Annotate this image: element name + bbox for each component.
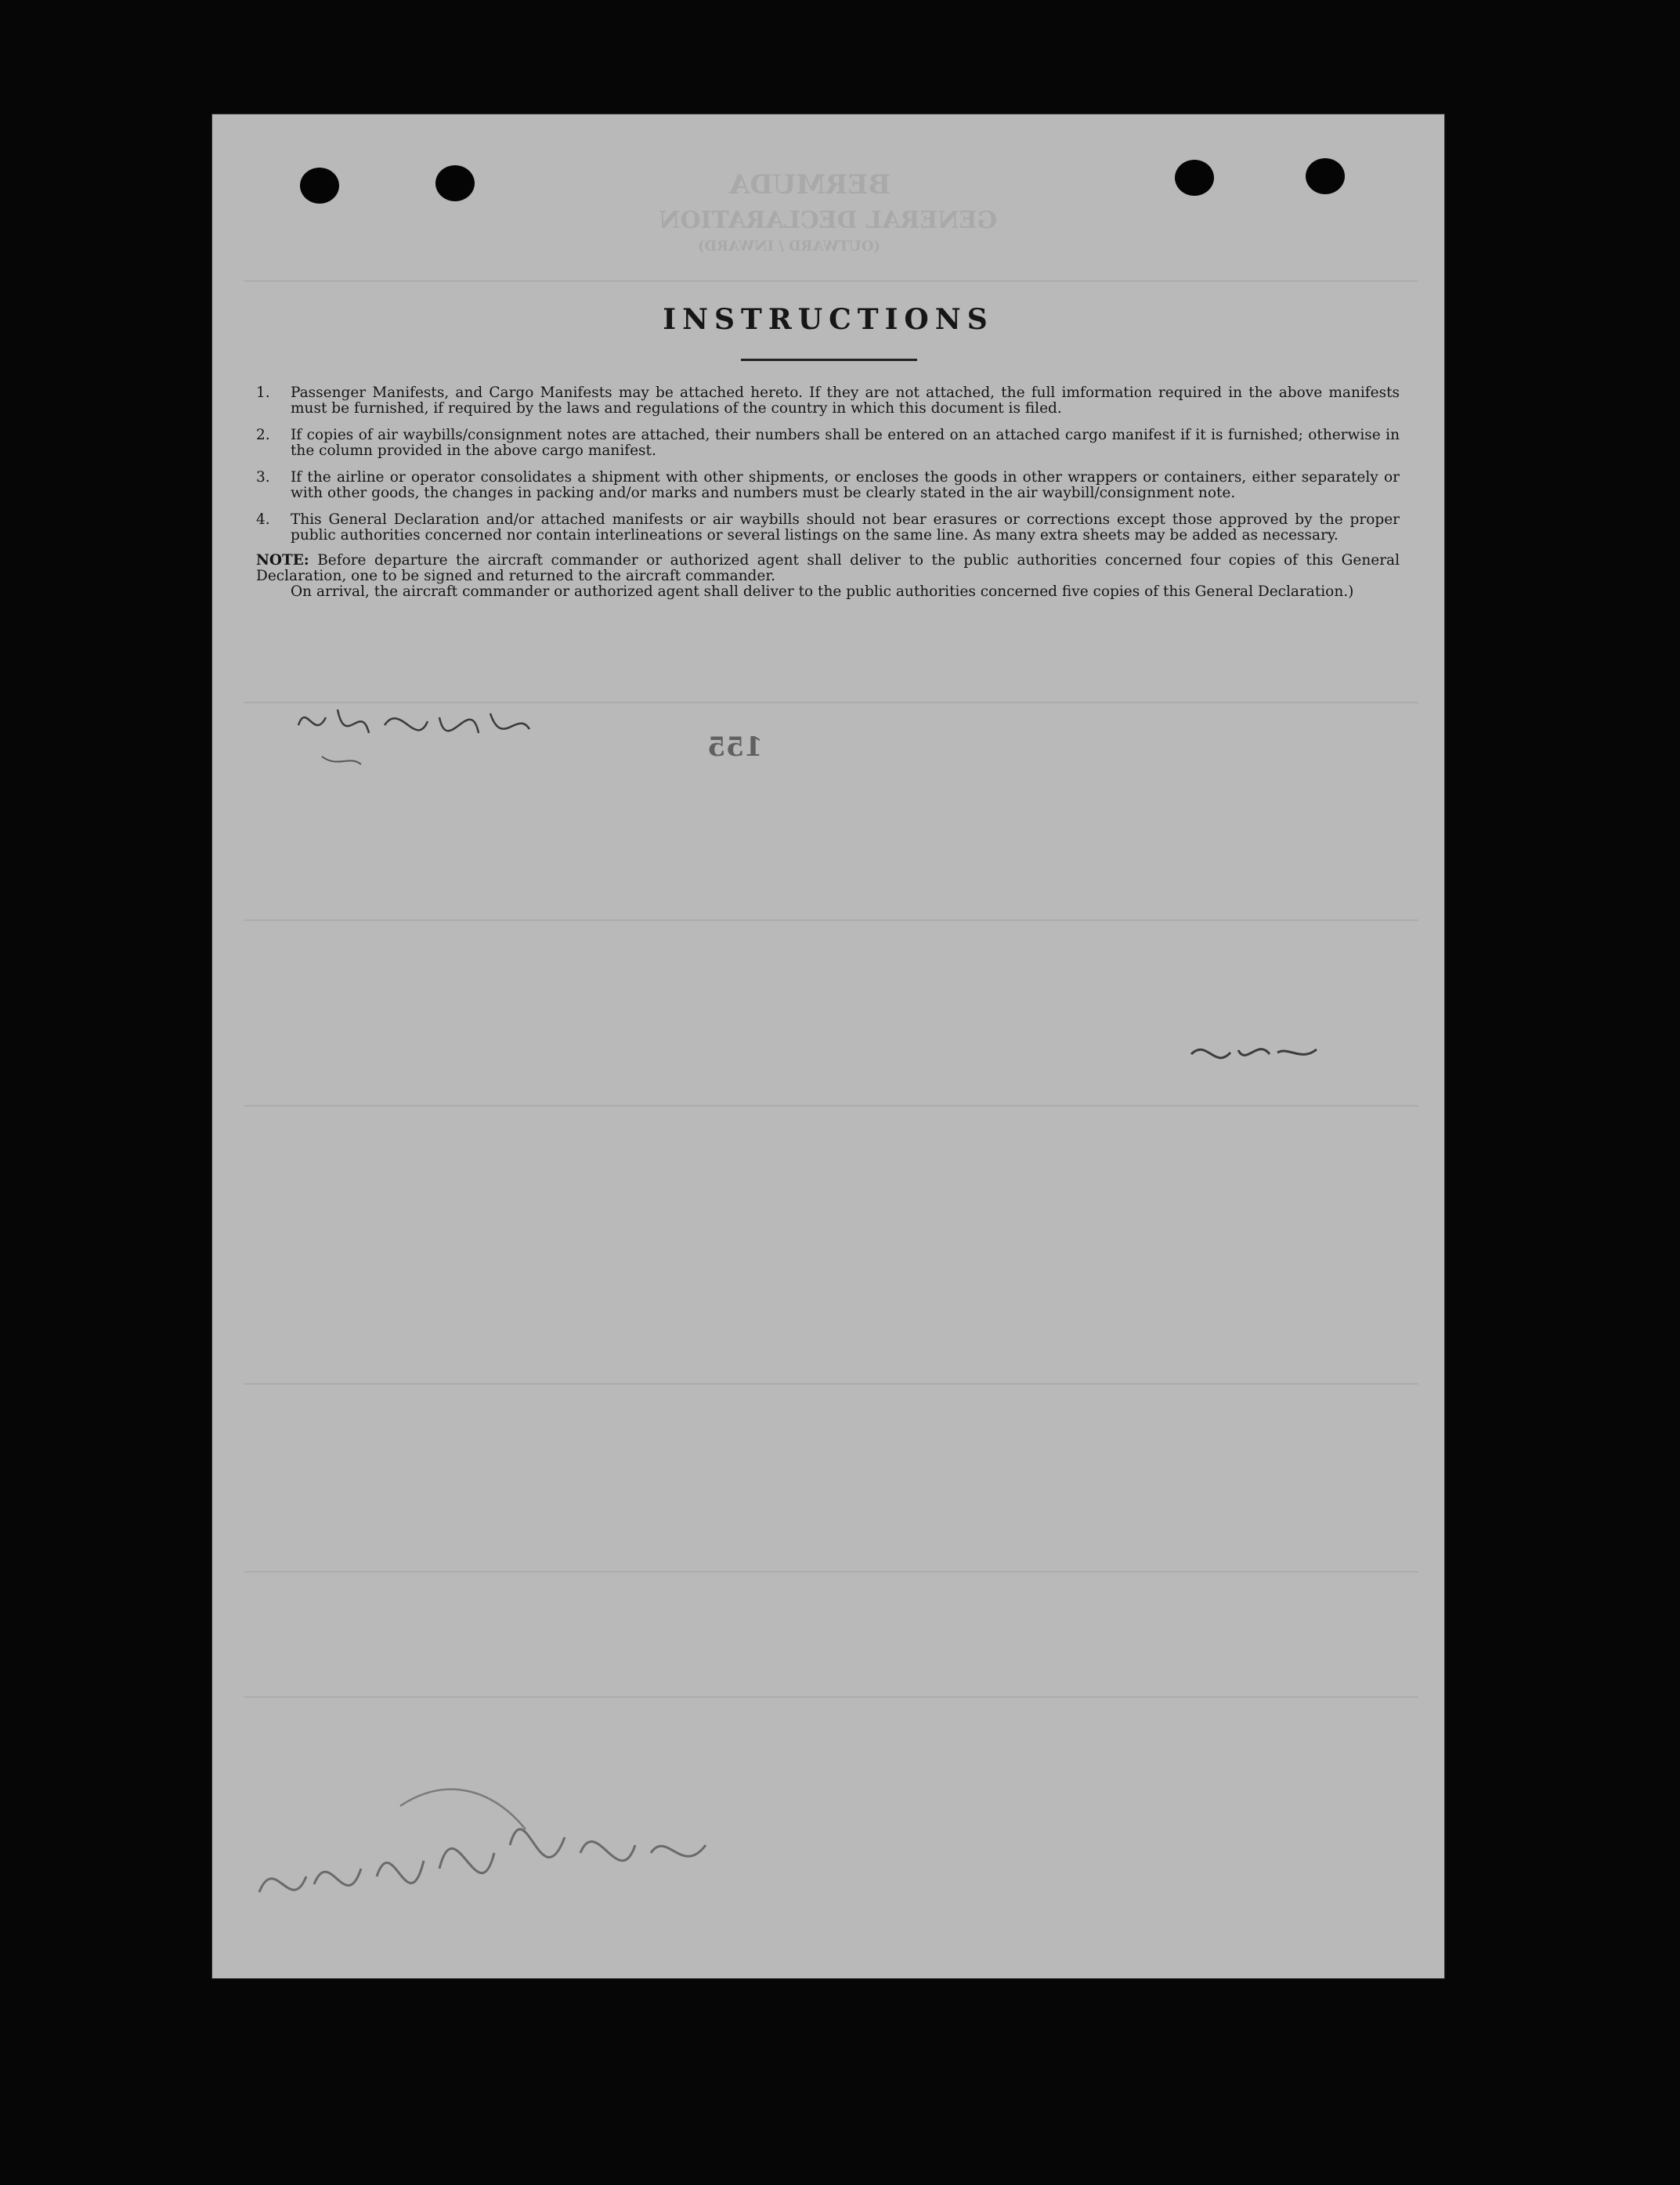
- page-title: INSTRUCTIONS: [663, 303, 994, 336]
- show-through-heading: BERMUDA: [729, 169, 891, 200]
- show-through-rule: [244, 1105, 1418, 1107]
- note-departure: [256, 553, 1400, 584]
- instructions-list: [256, 385, 1400, 600]
- punch-hole: [435, 165, 475, 201]
- note-label: NOTE:: [256, 552, 309, 569]
- show-through-rule: [244, 1383, 1418, 1385]
- handwritten-signature: [244, 1759, 729, 1947]
- instruction-text: If the airline or operator consolidates a shipment with other shipments, or encloses the goods in other wrappers or containers, either separately or with other goods, the changes in packing and/or marks and numbers must be clearly stated in the air waybill/consignment note.: [291, 469, 1400, 501]
- instruction-number: 2.: [256, 427, 270, 443]
- note-block: [256, 553, 1400, 600]
- show-through-rule: [244, 1571, 1418, 1573]
- document-page: [212, 114, 1444, 1978]
- instruction-number: 1.: [256, 385, 270, 401]
- show-through-subheading: GENERAL DECLARATION: [659, 207, 998, 234]
- show-through-caption: (OUTWARD / INWARD): [698, 238, 880, 255]
- instruction-item: [256, 428, 1400, 459]
- instruction-number: 3.: [256, 469, 270, 486]
- note-arrival-text: On arrival, the aircraft commander or authorized agent shall deliver to the public authorities concerned five copies of this General Declaration.): [291, 583, 1354, 600]
- instruction-text: Passenger Manifests, and Cargo Manifests may be attached hereto. If they are not attached, the full imformation required in the above manifests must be furnished, if required by the laws and regulations of the country in which this document is filed.: [291, 385, 1400, 417]
- show-through-rule: [244, 919, 1418, 921]
- instruction-item: [256, 470, 1400, 501]
- punch-hole: [1175, 160, 1214, 196]
- show-through-rule: [244, 1696, 1418, 1698]
- punch-hole: [1306, 158, 1345, 194]
- punch-hole: [300, 168, 339, 204]
- handwritten-initials: [1183, 1023, 1324, 1078]
- show-through-rule: [244, 280, 1418, 282]
- instruction-item: [256, 385, 1400, 417]
- instruction-number: 4.: [256, 511, 270, 528]
- instruction-text: This General Declaration and/or attached manifests or air waybills should not bear erasures or corrections except those approved by the proper public authorities concerned nor contain interlineations or several listings on the same line. As many extra sheets may be added as necessary.: [291, 511, 1400, 544]
- note-departure-text: Before departure the aircraft commander or authorized agent shall deliver to the public authorities concerned four copies of this General Declaration, one to be signed and returned to the aircraft commander.: [256, 552, 1400, 584]
- instruction-text: If copies of air waybills/consignment notes are attached, their numbers shall be entered on an attached cargo manifest if it is furnished; otherwise in the column provided in the above cargo manifest.: [291, 427, 1400, 459]
- title-underline: [741, 359, 917, 361]
- instruction-item: [256, 512, 1400, 544]
- handwritten-scrawl-top: [291, 694, 541, 780]
- stamp-number: 155: [707, 731, 763, 763]
